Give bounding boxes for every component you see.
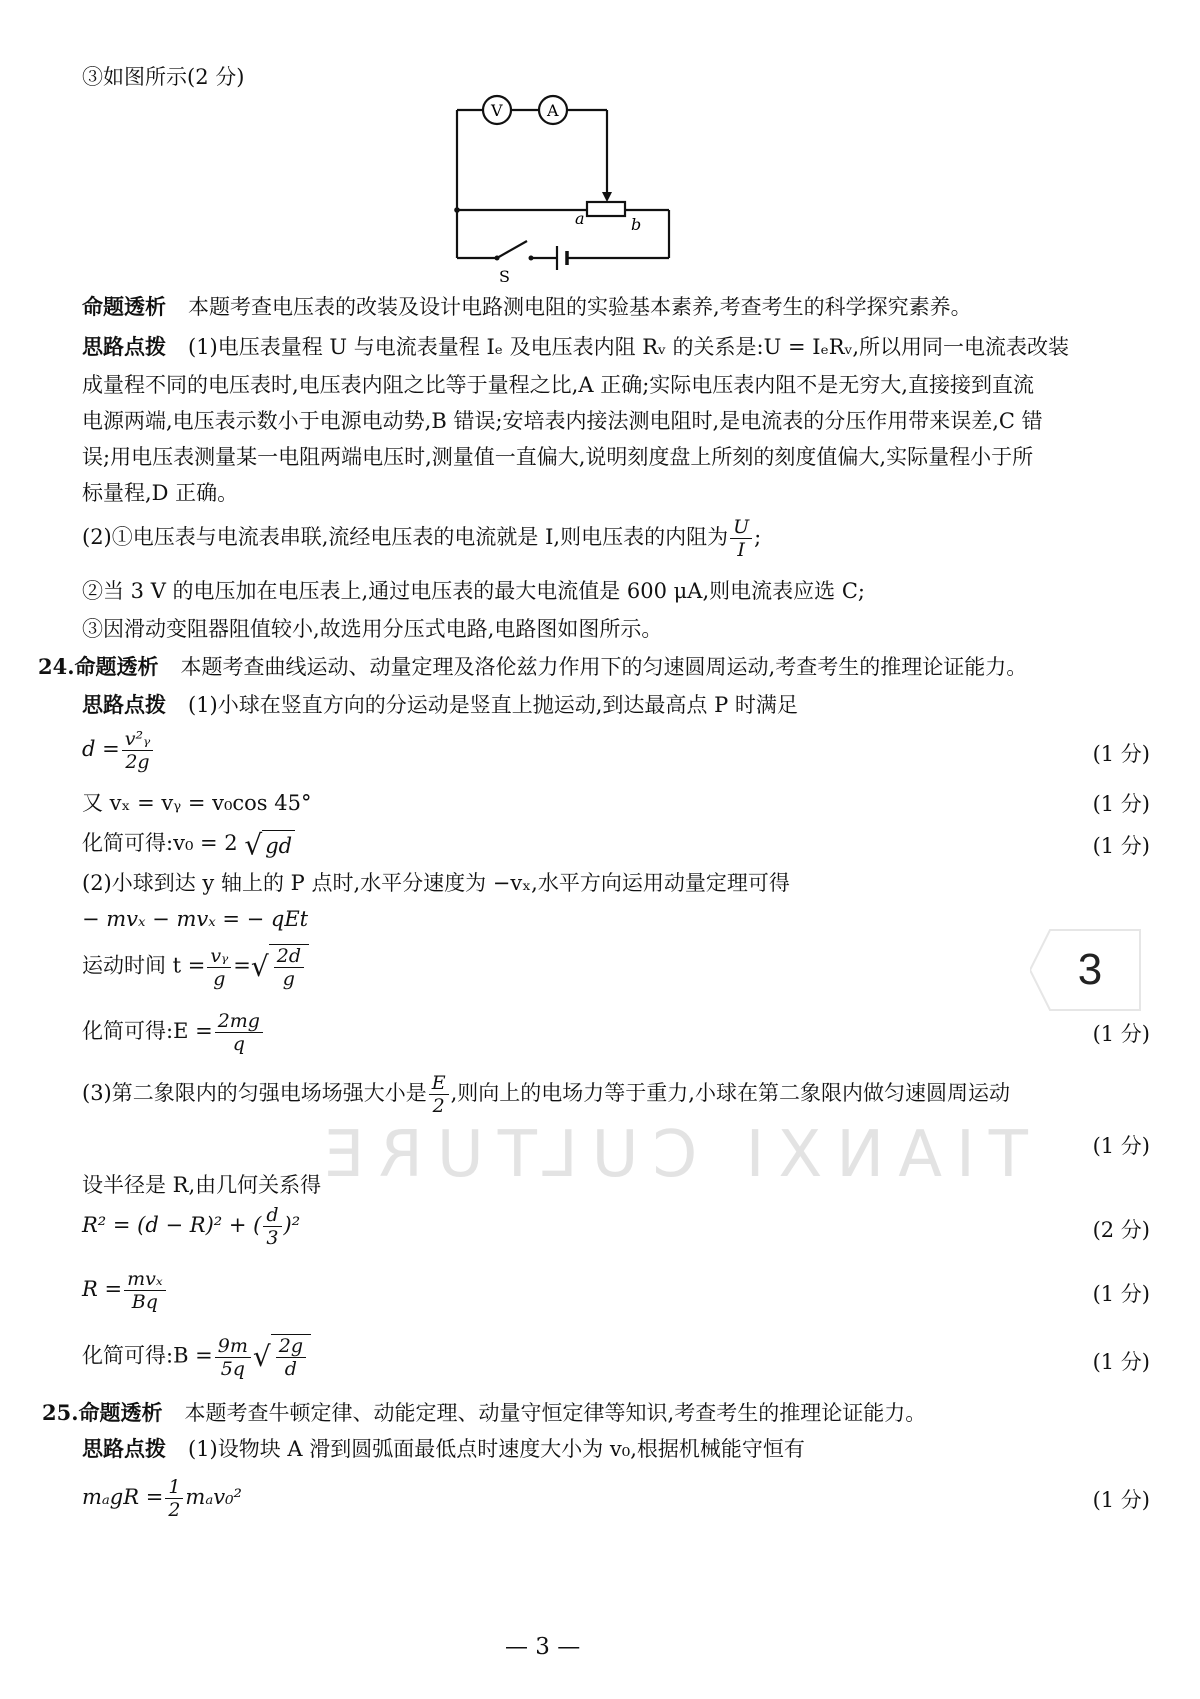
q23-p1-line1: (1)电压表量程 U 与电流表量程 Iₑ 及电压表内阻 Rᵥ 的关系是:U = IₑRᵥ,所以用同一电流表改装	[188, 335, 1070, 359]
q24-eq8: R = $\frac{\text{mvₓ}}{Bq}$	[82, 1268, 168, 1313]
watermark: TIANXI CULTURE	[310, 1118, 1028, 1192]
q24-eq1: d = $\frac{\text{v²ᵧ}}{2g}$	[82, 728, 155, 773]
q24-eq3: 化简可得:v₀ = 2 √ gd	[82, 828, 295, 861]
q24-step3: (3)第二象限内的匀强电场场强大小是 $\frac{E}{2}$ ,则向上的电场力等于重力,小球在第二象限内做匀速圆周运动	[82, 1072, 1010, 1117]
q23-si-label: 思路点拨	[82, 334, 166, 359]
q24-eq5: 运动时间 t = $\frac{\text{vᵧ}}{g}$ =√ $\frac{2d}{g}$	[82, 944, 309, 990]
q25-tou-label: 命题透析	[78, 1400, 163, 1425]
q23-p1-line2: 成量程不同的电压表时,电压表内阻之比等于量程之比,A 正确;实际电压表内阻不是无穷大,直接接到直流	[82, 373, 1034, 397]
q24-tou	[38, 652, 1027, 682]
q24-eq1-score: (1 分)	[1092, 742, 1150, 766]
q24-si-label: 思路点拨	[82, 692, 166, 717]
q24-eq9: 化简可得:B = $\frac{9m}{5q}$ √ $\frac{2g}{d}$	[82, 1334, 311, 1380]
q25-eq1: mₐgR = $\frac{1}{2}$ mₐv₀²	[82, 1476, 242, 1521]
q24-tou-text: 本题考查曲线运动、动量定理及洛伦兹力作用下的匀速圆周运动,考查考生的推理论证能力。	[180, 655, 1028, 679]
q25-tou	[42, 1398, 926, 1428]
page-number: — 3 —	[505, 1634, 581, 1660]
q24-eq9-score: (1 分)	[1092, 1350, 1150, 1374]
q23-p2-2: ②当 3 V 的电压加在电压表上,通过电压表的最大电流值是 600 μA,则电流表应选 C;	[82, 579, 865, 603]
switch-label: S	[499, 267, 510, 286]
q23-p1-line5: 标量程,D 正确。	[82, 481, 239, 505]
q23-p1-line3: 电源两端,电压表示数小于电源电动势,B 错误;安培表内接法测电阻时,是电流表的分压作用带来误差,C 错	[82, 409, 1043, 433]
q24-eq2: 又 vₓ = vᵧ = v₀cos 45°	[82, 791, 312, 815]
point-b-label: b	[631, 215, 642, 234]
q23-p2-3: ③因滑动变阻器阻值较小,故选用分压式电路,电路图如图所示。	[82, 617, 663, 641]
q23-tou	[82, 292, 972, 322]
q23-p2-1-text: (2)①电压表与电流表串联,流经电压表的电流就是 I,则电压表的内阻为	[82, 525, 729, 549]
q24-number: 24.	[38, 654, 75, 679]
q24-eq7: R² = (d − R)² + ( $\frac{d}{3}$ )²	[82, 1204, 301, 1249]
q24-eq8-score: (1 分)	[1092, 1282, 1150, 1306]
q25-number: 25.	[42, 1400, 79, 1425]
q23-si-line1	[82, 332, 1069, 362]
q24-eq6: 化简可得:E = $\frac{2mg}{q}$	[82, 1010, 265, 1055]
rheostat	[587, 202, 625, 216]
q24-eq7-score: (2 分)	[1092, 1218, 1150, 1242]
q23-tou-label: 命题透析	[82, 294, 166, 319]
badge-number: 3	[1077, 945, 1103, 994]
q24-step3b: 设半径是 R,由几何关系得	[82, 1173, 322, 1197]
q24-si	[82, 690, 798, 720]
q24-step1: (1)小球在竖直方向的分运动是竖直上抛运动,到达最高点 P 时满足	[188, 693, 798, 717]
fraction-u-over-i: $\frac{U}{I}$	[730, 516, 752, 561]
slider-arrow	[602, 192, 612, 202]
q23-tou-text: 本题考查电压表的改装及设计电路测电阻的实验基本素养,考查考生的科学探究素养。	[188, 295, 972, 319]
q25-step1: (1)设物块 A 滑到圆弧面最低点时速度大小为 v₀,根据机械能守恒有	[188, 1437, 805, 1461]
voltmeter-label: V	[491, 101, 503, 120]
q24-tou-label: 命题透析	[74, 654, 159, 679]
q24-step3-score: (1 分)	[1092, 1134, 1150, 1158]
q25-tou-text: 本题考查牛顿定律、动能定理、动量守恒定律等知识,考查考生的推理论证能力。	[184, 1401, 927, 1425]
circuit-diagram	[445, 88, 765, 288]
q25-si	[82, 1434, 805, 1464]
q24-step2: (2)小球到达 y 轴上的 P 点时,水平分速度为 −vₓ,水平方向运用动量定理可得	[82, 871, 790, 895]
q24-eq2-score: (1 分)	[1092, 792, 1150, 816]
q23-p1-line4: 误;用电压表测量某一电阻两端电压时,测量值一直偏大,说明刻度盘上所刻的刻度值偏大,实际量程小于所	[82, 445, 1034, 469]
q25-si-label: 思路点拨	[82, 1436, 166, 1461]
q23-p2-1: (2)①电压表与电流表串联,流经电压表的电流就是 I,则电压表的内阻为 $\frac{U}{I}$ ;	[82, 516, 762, 561]
item3-text: ③如图所示(2 分)	[82, 65, 245, 89]
point-a-label: a	[575, 209, 585, 228]
q24-eq4: − mvₓ − mvₓ = − qEt	[82, 907, 309, 931]
q24-eq3-score: (1 分)	[1092, 834, 1150, 858]
q25-eq1-score: (1 分)	[1092, 1488, 1150, 1512]
ammeter-label: A	[547, 101, 559, 120]
q24-eq6-score: (1 分)	[1092, 1022, 1150, 1046]
page-badge	[1030, 920, 1150, 1020]
